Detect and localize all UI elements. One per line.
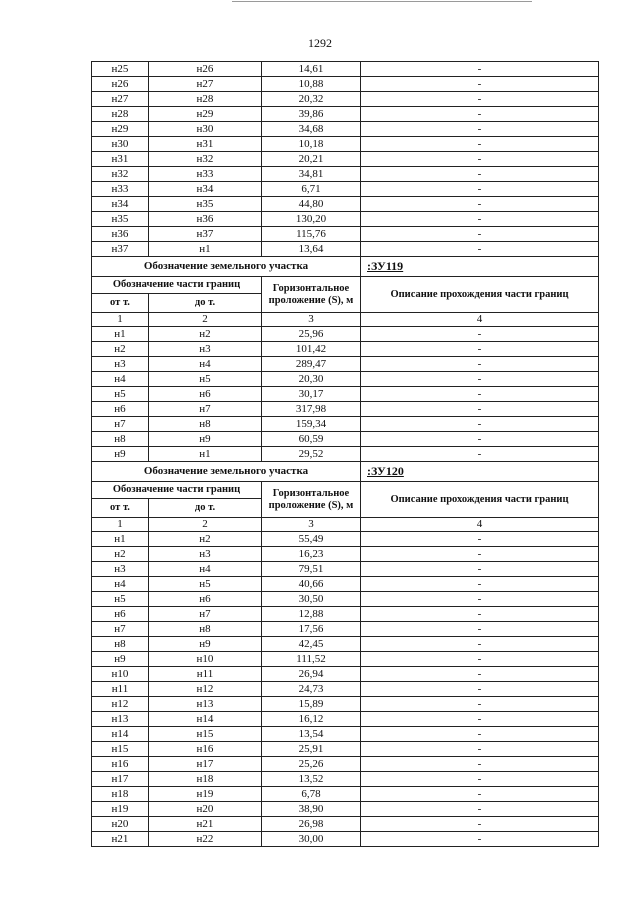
boundary-description-cell: - bbox=[361, 197, 599, 212]
table-row bbox=[92, 92, 599, 107]
to-point-cell: н21 bbox=[149, 817, 262, 832]
from-point-cell: н20 bbox=[92, 817, 149, 832]
boundary-description-cell: - bbox=[361, 712, 599, 727]
boundary-description-cell: - bbox=[361, 742, 599, 757]
to-point-cell: н35 bbox=[149, 197, 262, 212]
to-point-cell: н22 bbox=[149, 832, 262, 847]
horizontal-distance-cell: 15,89 bbox=[262, 697, 361, 712]
table-row bbox=[92, 197, 599, 212]
boundary-description-cell: - bbox=[361, 372, 599, 387]
boundary-description-cell: - bbox=[361, 772, 599, 787]
table-row bbox=[92, 342, 599, 357]
to-point-cell: н2 bbox=[149, 327, 262, 342]
table-row bbox=[92, 622, 599, 637]
table-row bbox=[92, 387, 599, 402]
to-point-cell: н9 bbox=[149, 432, 262, 447]
horizontal-distance-cell: 6,78 bbox=[262, 787, 361, 802]
horizontal-distance-cell: 26,94 bbox=[262, 667, 361, 682]
to-point-cell: н20 bbox=[149, 802, 262, 817]
from-header: от т. bbox=[92, 294, 149, 313]
horizontal-distance-cell: 10,88 bbox=[262, 77, 361, 92]
horizontal-distance-cell: 20,32 bbox=[262, 92, 361, 107]
description-header: Описание прохождения части границ bbox=[361, 277, 599, 313]
to-point-cell: н29 bbox=[149, 107, 262, 122]
table-row bbox=[92, 712, 599, 727]
from-point-cell: н3 bbox=[92, 357, 149, 372]
column-header-row bbox=[92, 482, 599, 499]
boundary-description-cell: - bbox=[361, 227, 599, 242]
from-point-cell: н17 bbox=[92, 772, 149, 787]
plot-header-row bbox=[92, 257, 599, 277]
from-point-cell: н1 bbox=[92, 327, 149, 342]
horizontal-distance-cell: 29,52 bbox=[262, 447, 361, 462]
table-row bbox=[92, 817, 599, 832]
boundary-description-cell: - bbox=[361, 577, 599, 592]
horizontal-distance-cell: 317,98 bbox=[262, 402, 361, 417]
to-point-cell: н30 bbox=[149, 122, 262, 137]
table-row bbox=[92, 697, 599, 712]
table-row bbox=[92, 607, 599, 622]
from-point-cell: н6 bbox=[92, 402, 149, 417]
boundary-description-cell: - bbox=[361, 62, 599, 77]
from-point-cell: н14 bbox=[92, 727, 149, 742]
boundary-description-cell: - bbox=[361, 547, 599, 562]
from-point-cell: н21 bbox=[92, 832, 149, 847]
to-point-cell: н5 bbox=[149, 372, 262, 387]
from-point-cell: н4 bbox=[92, 577, 149, 592]
horizontal-distance-cell: 20,30 bbox=[262, 372, 361, 387]
boundary-description-cell: - bbox=[361, 832, 599, 847]
column-number-cell: 1 bbox=[92, 518, 149, 532]
boundary-description-cell: - bbox=[361, 592, 599, 607]
from-point-cell: н5 bbox=[92, 592, 149, 607]
horizontal-distance-cell: 30,17 bbox=[262, 387, 361, 402]
to-point-cell: н6 bbox=[149, 592, 262, 607]
from-point-cell: н13 bbox=[92, 712, 149, 727]
from-point-cell: н19 bbox=[92, 802, 149, 817]
horizontal-distance-cell: 101,42 bbox=[262, 342, 361, 357]
horizontal-distance-cell: 130,20 bbox=[262, 212, 361, 227]
boundary-description-cell: - bbox=[361, 607, 599, 622]
from-point-cell: н30 bbox=[92, 137, 149, 152]
boundary-description-cell: - bbox=[361, 342, 599, 357]
from-point-cell: н32 bbox=[92, 167, 149, 182]
table-row bbox=[92, 742, 599, 757]
horizontal-distance-cell: 55,49 bbox=[262, 532, 361, 547]
from-point-cell: н1 bbox=[92, 532, 149, 547]
from-point-cell: н3 bbox=[92, 562, 149, 577]
to-header: до т. bbox=[149, 499, 262, 518]
to-point-cell: н26 bbox=[149, 62, 262, 77]
to-point-cell: н18 bbox=[149, 772, 262, 787]
column-number-cell: 2 bbox=[149, 518, 262, 532]
to-point-cell: н4 bbox=[149, 562, 262, 577]
table-row bbox=[92, 137, 599, 152]
from-point-cell: н2 bbox=[92, 547, 149, 562]
table-row bbox=[92, 372, 599, 387]
to-point-cell: н33 bbox=[149, 167, 262, 182]
boundary-description-cell: - bbox=[361, 167, 599, 182]
table-row bbox=[92, 592, 599, 607]
horizontal-distance-header: Горизонтальное проложение (S), м bbox=[262, 277, 361, 313]
boundary-description-cell: - bbox=[361, 92, 599, 107]
to-point-cell: н2 bbox=[149, 532, 262, 547]
boundary-description-cell: - bbox=[361, 652, 599, 667]
boundary-description-cell: - bbox=[361, 757, 599, 772]
table-row bbox=[92, 167, 599, 182]
horizontal-distance-cell: 13,64 bbox=[262, 242, 361, 257]
scan-edge-line bbox=[232, 1, 532, 2]
boundary-description-cell: - bbox=[361, 727, 599, 742]
boundary-description-cell: - bbox=[361, 122, 599, 137]
to-point-cell: н19 bbox=[149, 787, 262, 802]
table-row bbox=[92, 832, 599, 847]
boundary-description-cell: - bbox=[361, 622, 599, 637]
boundary-description-cell: - bbox=[361, 387, 599, 402]
from-point-cell: н10 bbox=[92, 667, 149, 682]
to-point-cell: н10 bbox=[149, 652, 262, 667]
from-point-cell: н2 bbox=[92, 342, 149, 357]
to-point-cell: н6 bbox=[149, 387, 262, 402]
table-row bbox=[92, 757, 599, 772]
table-row bbox=[92, 152, 599, 167]
horizontal-distance-cell: 34,68 bbox=[262, 122, 361, 137]
column-number-cell: 2 bbox=[149, 313, 262, 327]
from-point-cell: н8 bbox=[92, 637, 149, 652]
to-point-cell: н14 bbox=[149, 712, 262, 727]
horizontal-distance-cell: 17,56 bbox=[262, 622, 361, 637]
boundary-description-cell: - bbox=[361, 817, 599, 832]
table-row bbox=[92, 772, 599, 787]
horizontal-distance-cell: 12,88 bbox=[262, 607, 361, 622]
from-point-cell: н34 bbox=[92, 197, 149, 212]
to-point-cell: н8 bbox=[149, 622, 262, 637]
table-row bbox=[92, 547, 599, 562]
plot-label: Обозначение земельного участка bbox=[92, 462, 361, 482]
to-point-cell: н27 bbox=[149, 77, 262, 92]
from-point-cell: н37 bbox=[92, 242, 149, 257]
to-point-cell: н34 bbox=[149, 182, 262, 197]
horizontal-distance-cell: 13,52 bbox=[262, 772, 361, 787]
horizontal-distance-cell: 60,59 bbox=[262, 432, 361, 447]
boundary-description-cell: - bbox=[361, 532, 599, 547]
column-number-row bbox=[92, 313, 599, 327]
to-point-cell: н3 bbox=[149, 342, 262, 357]
horizontal-distance-header: Горизонтальное проложение (S), м bbox=[262, 482, 361, 518]
from-point-cell: н15 bbox=[92, 742, 149, 757]
from-point-cell: н8 bbox=[92, 432, 149, 447]
from-point-cell: н4 bbox=[92, 372, 149, 387]
to-point-cell: н4 bbox=[149, 357, 262, 372]
to-point-cell: н3 bbox=[149, 547, 262, 562]
table-row bbox=[92, 227, 599, 242]
boundary-table bbox=[91, 61, 599, 847]
from-point-cell: н28 bbox=[92, 107, 149, 122]
to-point-cell: н32 bbox=[149, 152, 262, 167]
description-header: Описание прохождения части границ bbox=[361, 482, 599, 518]
boundary-description-cell: - bbox=[361, 137, 599, 152]
horizontal-distance-cell: 34,81 bbox=[262, 167, 361, 182]
table-row bbox=[92, 667, 599, 682]
horizontal-distance-cell: 40,66 bbox=[262, 577, 361, 592]
column-number-cell: 4 bbox=[361, 518, 599, 532]
horizontal-distance-cell: 13,54 bbox=[262, 727, 361, 742]
from-point-cell: н27 bbox=[92, 92, 149, 107]
to-point-cell: н11 bbox=[149, 667, 262, 682]
table-row bbox=[92, 77, 599, 92]
horizontal-distance-cell: 42,45 bbox=[262, 637, 361, 652]
from-point-cell: н6 bbox=[92, 607, 149, 622]
to-point-cell: н17 bbox=[149, 757, 262, 772]
from-point-cell: н33 bbox=[92, 182, 149, 197]
from-point-cell: н9 bbox=[92, 447, 149, 462]
boundary-description-cell: - bbox=[361, 77, 599, 92]
boundary-table-body bbox=[92, 62, 599, 847]
to-point-cell: н8 bbox=[149, 417, 262, 432]
plot-label: Обозначение земельного участка bbox=[92, 257, 361, 277]
boundary-description-cell: - bbox=[361, 107, 599, 122]
table-row bbox=[92, 62, 599, 77]
table-row bbox=[92, 212, 599, 227]
to-header: до т. bbox=[149, 294, 262, 313]
to-point-cell: н16 bbox=[149, 742, 262, 757]
to-point-cell: н36 bbox=[149, 212, 262, 227]
horizontal-distance-cell: 79,51 bbox=[262, 562, 361, 577]
from-point-cell: н7 bbox=[92, 622, 149, 637]
horizontal-distance-cell: 115,76 bbox=[262, 227, 361, 242]
horizontal-distance-cell: 111,52 bbox=[262, 652, 361, 667]
table-row bbox=[92, 447, 599, 462]
boundary-description-cell: - bbox=[361, 637, 599, 652]
from-point-cell: н25 bbox=[92, 62, 149, 77]
boundary-description-cell: - bbox=[361, 327, 599, 342]
from-point-cell: н26 bbox=[92, 77, 149, 92]
table-row bbox=[92, 682, 599, 697]
to-point-cell: н1 bbox=[149, 242, 262, 257]
plot-code: :ЗУ119 bbox=[361, 257, 599, 277]
horizontal-distance-cell: 16,12 bbox=[262, 712, 361, 727]
horizontal-distance-cell: 24,73 bbox=[262, 682, 361, 697]
table-row bbox=[92, 122, 599, 137]
table-row bbox=[92, 727, 599, 742]
from-point-cell: н18 bbox=[92, 787, 149, 802]
from-point-cell: н11 bbox=[92, 682, 149, 697]
from-point-cell: н7 bbox=[92, 417, 149, 432]
from-point-cell: н35 bbox=[92, 212, 149, 227]
column-header-row bbox=[92, 277, 599, 294]
horizontal-distance-cell: 44,80 bbox=[262, 197, 361, 212]
horizontal-distance-cell: 289,47 bbox=[262, 357, 361, 372]
horizontal-distance-cell: 10,18 bbox=[262, 137, 361, 152]
to-point-cell: н15 bbox=[149, 727, 262, 742]
horizontal-distance-cell: 25,91 bbox=[262, 742, 361, 757]
from-point-cell: н36 bbox=[92, 227, 149, 242]
to-point-cell: н37 bbox=[149, 227, 262, 242]
horizontal-distance-cell: 26,98 bbox=[262, 817, 361, 832]
boundary-description-cell: - bbox=[361, 432, 599, 447]
horizontal-distance-cell: 20,21 bbox=[262, 152, 361, 167]
table-row bbox=[92, 182, 599, 197]
table-row bbox=[92, 562, 599, 577]
horizontal-distance-cell: 39,86 bbox=[262, 107, 361, 122]
plot-code: :ЗУ120 bbox=[361, 462, 599, 482]
column-number-cell: 4 bbox=[361, 313, 599, 327]
table-row bbox=[92, 242, 599, 257]
table-row bbox=[92, 802, 599, 817]
boundary-description-cell: - bbox=[361, 802, 599, 817]
plot-header-row bbox=[92, 462, 599, 482]
boundary-description-cell: - bbox=[361, 787, 599, 802]
boundary-description-cell: - bbox=[361, 242, 599, 257]
to-point-cell: н7 bbox=[149, 607, 262, 622]
from-point-cell: н9 bbox=[92, 652, 149, 667]
horizontal-distance-cell: 16,23 bbox=[262, 547, 361, 562]
horizontal-distance-cell: 38,90 bbox=[262, 802, 361, 817]
to-point-cell: н28 bbox=[149, 92, 262, 107]
to-point-cell: н12 bbox=[149, 682, 262, 697]
boundary-description-cell: - bbox=[361, 667, 599, 682]
boundary-description-cell: - bbox=[361, 152, 599, 167]
horizontal-distance-cell: 30,00 bbox=[262, 832, 361, 847]
table-row bbox=[92, 357, 599, 372]
horizontal-distance-cell: 25,26 bbox=[262, 757, 361, 772]
table-row bbox=[92, 652, 599, 667]
from-point-cell: н29 bbox=[92, 122, 149, 137]
table-row bbox=[92, 432, 599, 447]
to-point-cell: н31 bbox=[149, 137, 262, 152]
table-row bbox=[92, 107, 599, 122]
to-point-cell: н13 bbox=[149, 697, 262, 712]
from-point-cell: н16 bbox=[92, 757, 149, 772]
column-number-cell: 3 bbox=[262, 313, 361, 327]
table-row bbox=[92, 417, 599, 432]
from-point-cell: н12 bbox=[92, 697, 149, 712]
table-row bbox=[92, 787, 599, 802]
parts-header: Обозначение части границ bbox=[92, 482, 262, 499]
table-row bbox=[92, 327, 599, 342]
boundary-table-sheet bbox=[91, 61, 598, 847]
from-point-cell: н5 bbox=[92, 387, 149, 402]
to-point-cell: н7 bbox=[149, 402, 262, 417]
boundary-description-cell: - bbox=[361, 697, 599, 712]
horizontal-distance-cell: 25,96 bbox=[262, 327, 361, 342]
table-row bbox=[92, 402, 599, 417]
horizontal-distance-cell: 159,34 bbox=[262, 417, 361, 432]
from-point-cell: н31 bbox=[92, 152, 149, 167]
page-number: 1292 bbox=[308, 36, 332, 50]
boundary-description-cell: - bbox=[361, 212, 599, 227]
horizontal-distance-cell: 30,50 bbox=[262, 592, 361, 607]
to-point-cell: н1 bbox=[149, 447, 262, 462]
to-point-cell: н9 bbox=[149, 637, 262, 652]
horizontal-distance-cell: 6,71 bbox=[262, 182, 361, 197]
to-point-cell: н5 bbox=[149, 577, 262, 592]
column-number-cell: 3 bbox=[262, 518, 361, 532]
boundary-description-cell: - bbox=[361, 682, 599, 697]
from-header: от т. bbox=[92, 499, 149, 518]
table-row bbox=[92, 577, 599, 592]
boundary-description-cell: - bbox=[361, 402, 599, 417]
parts-header: Обозначение части границ bbox=[92, 277, 262, 294]
boundary-description-cell: - bbox=[361, 357, 599, 372]
table-row bbox=[92, 532, 599, 547]
horizontal-distance-cell: 14,61 bbox=[262, 62, 361, 77]
column-number-cell: 1 bbox=[92, 313, 149, 327]
boundary-description-cell: - bbox=[361, 562, 599, 577]
table-row bbox=[92, 637, 599, 652]
boundary-description-cell: - bbox=[361, 447, 599, 462]
boundary-description-cell: - bbox=[361, 182, 599, 197]
column-number-row bbox=[92, 518, 599, 532]
boundary-description-cell: - bbox=[361, 417, 599, 432]
